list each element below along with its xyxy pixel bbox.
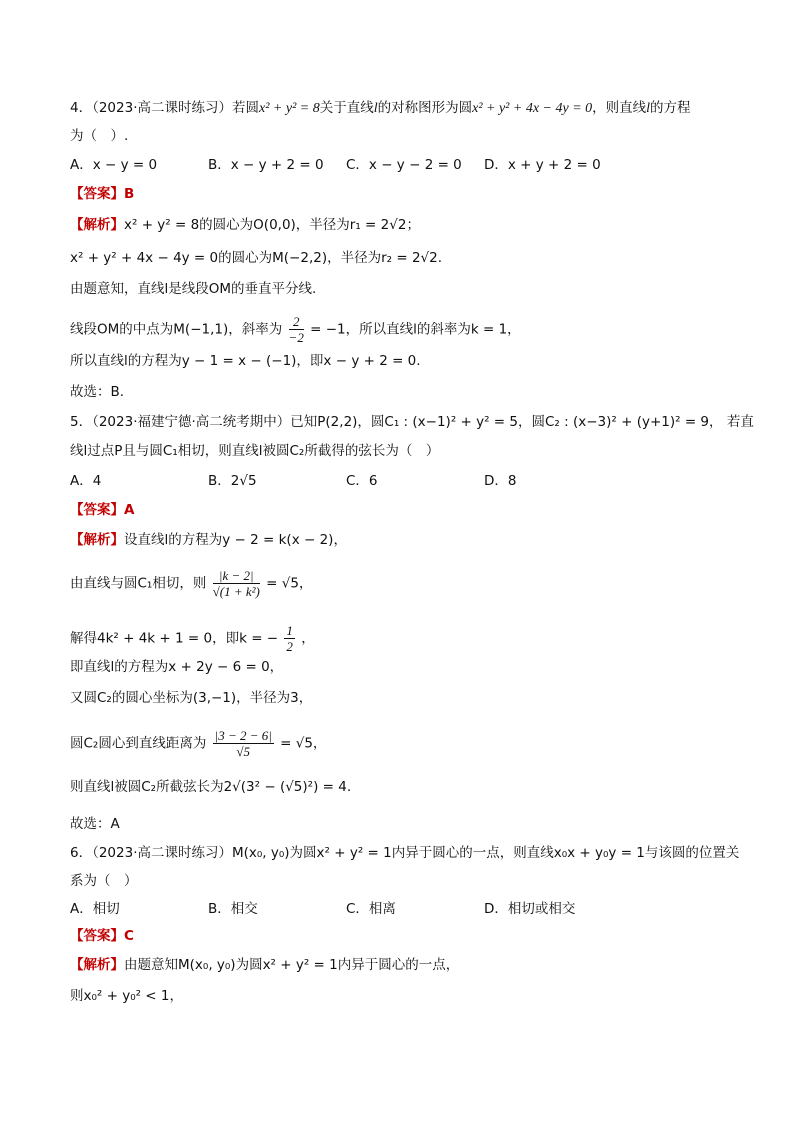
- q4-options: [70, 155, 622, 175]
- q5-stem-line2: 线l过点P且与圆C₁相切，则直线l被圆C₂所截得的弦长为（ ）: [70, 443, 440, 459]
- q4-stem-line1: 4．（2023·高二课时练习）若圆x² + y² = 8关于直线l的对称图形为圆x² + y² + 4x − 4y = 0，则直线l的方程: [70, 100, 691, 116]
- answer-tag: 【答案】: [70, 186, 124, 202]
- fraction: $\frac{|3 - 2 - 6|}{√5}$: [214, 728, 272, 759]
- q5-analysis-line2: 由直线与圆C₁相切，则 $\frac{|k - 2|}{\text{√(1 + k²)}}$ = √5，: [70, 568, 313, 599]
- answer-value: C: [124, 928, 134, 944]
- answer-tag: 【答案】: [70, 502, 124, 518]
- fraction: $\frac{1}{2}$: [286, 623, 293, 654]
- q6-stem-line2: 系为（ ）: [70, 873, 138, 889]
- q5-stem-line1: 5．（2023·福建宁德·高二统考期中）已知P(2,2)，圆C₁ : (x−1)² + y² = 5，圆C₂ : (x−3)² + (y+1)² = 9， 若直: [70, 414, 754, 430]
- q4-analysis-line2: x² + y² + 4x − 4y = 0的圆心为M(−2,2)，半径为r₂ = 2√2.: [70, 250, 443, 266]
- q4-option-b: B．x − y + 2 = 0: [208, 157, 324, 173]
- q5-option-c: C．6: [346, 473, 378, 489]
- q4-option-a: A．x − y = 0: [70, 157, 158, 173]
- q6-option-d: D．相切或相交: [484, 901, 576, 917]
- q5-analysis-line4: 即直线l的方程为x + 2y − 6 = 0，: [70, 659, 284, 675]
- q6-analysis-line1: 【解析】由题意知M(x₀, y₀)为圆x² + y² = 1内异于圆心的一点，: [70, 957, 460, 973]
- q6-answer: [70, 926, 134, 946]
- analysis-tag: 【解析】: [70, 532, 124, 548]
- q6-stem-line1: 6．（2023·高二课时练习）M(x₀, y₀)为圆x² + y² = 1内异于圆心的一点，则直线x₀x + y₀y = 1与该圆的位置关: [70, 845, 740, 861]
- q5-analysis-line1: 【解析】设直线l的方程为y − 2 = k(x − 2)，: [70, 532, 347, 548]
- q5-answer: [70, 500, 134, 520]
- answer-tag: 【答案】: [70, 928, 124, 944]
- q4-option-d: D．x + y + 2 = 0: [484, 157, 601, 173]
- q5-analysis-line6: 圆C₂圆心到直线距离为 $\frac{|3 - 2 - 6|}{√5}$ = √5，: [70, 728, 327, 759]
- q5-options: [70, 471, 622, 491]
- q4-analysis-line4: 线段OM的中点为M(−1,1)，斜率为 $\frac{2}{-2}$ = −1，所以直线l的斜率为k = 1，: [70, 314, 521, 345]
- q5-analysis-line8: 故选：A: [70, 816, 120, 832]
- q6-option-b: B．相交: [208, 901, 258, 917]
- q4-stem-line2: 为（ ）.: [70, 128, 129, 144]
- q5-option-b: B．2√5: [208, 473, 257, 489]
- fraction: $\frac{2}{-2}$: [288, 314, 304, 345]
- q5-option-d: D．8: [484, 473, 517, 489]
- q4-answer: [70, 184, 134, 204]
- q6-option-c: C．相离: [346, 901, 396, 917]
- analysis-tag: 【解析】: [70, 217, 124, 233]
- q5-analysis-line5: 又圆C₂的圆心坐标为(3,−1)，半径为3，: [70, 690, 313, 706]
- q4-analysis-line6: 故选：B.: [70, 384, 125, 400]
- fraction: $\frac{|k - 2|}{\text{√(1 + k²)}}$: [212, 568, 260, 599]
- answer-value: B: [124, 186, 135, 202]
- q6-options: [70, 899, 622, 919]
- q5-analysis-line3: 解得4k² + 4k + 1 = 0，即k = − $\frac{1}{2}$ ，: [70, 623, 315, 654]
- q6-option-a: A．相切: [70, 901, 120, 917]
- q4-analysis-line5: 所以直线l的方程为y − 1 = x − (−1)，即x − y + 2 = 0.: [70, 353, 421, 369]
- q4-analysis-line3: 由题意知，直线l是线段OM的垂直平分线.: [70, 281, 317, 297]
- q5-analysis-line7: 则直线l被圆C₂所截弦长为2√(3² − (√5)²) = 4.: [70, 779, 352, 795]
- answer-value: A: [124, 502, 135, 518]
- q4-option-c: C．x − y − 2 = 0: [346, 157, 462, 173]
- analysis-tag: 【解析】: [70, 957, 124, 973]
- q4-analysis-line1: 【解析】x² + y² = 8的圆心为O(0,0)，半径为r₁ = 2√2；: [70, 217, 420, 233]
- q6-analysis-line2: 则x₀² + y₀² < 1，: [70, 988, 184, 1004]
- q5-option-a: A．4: [70, 473, 102, 489]
